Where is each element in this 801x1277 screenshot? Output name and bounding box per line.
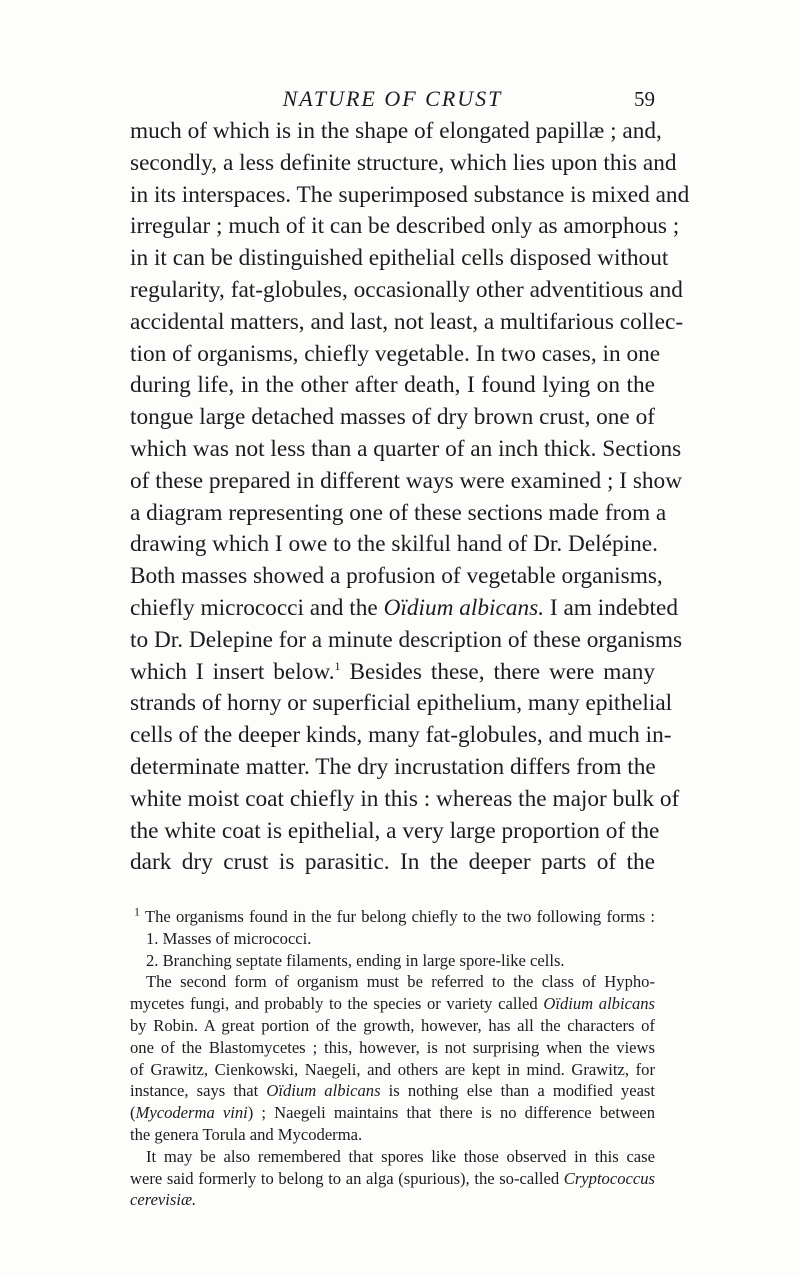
line-text: I am indebted: [544, 594, 678, 621]
footnote: [130, 906, 655, 1211]
line-text: chiefly micrococci and the: [130, 594, 384, 621]
footnote-line: [130, 1080, 655, 1102]
body-line: irregular ; much of it can be described only as amorphous ;: [130, 213, 680, 240]
running-head: [130, 84, 655, 114]
footnote-line: [130, 1189, 655, 1211]
body-line: determinate matter. The dry incrustation differs from the: [130, 753, 656, 780]
footnote-list-item: 1. Masses of micrococci.: [146, 928, 312, 948]
page-number: 59: [634, 87, 655, 111]
line-text: mycetes fungi, and probably to the species or variety called: [130, 994, 544, 1014]
body-line: which was not less than a quarter of an inch thick. Sections: [130, 435, 682, 462]
species-name: Oïdium albicans: [543, 994, 655, 1014]
footnote-line: It may be also remembered that spores like those observed in this case: [146, 1146, 655, 1166]
footnote-line: of Grawitz, Cienkowski, Naegeli, and others are kept in mind. Grawitz, for: [130, 1059, 655, 1079]
footnote-reference[interactable]: 1: [334, 658, 341, 673]
body-line: tongue large detached masses of dry brown crust, one of: [130, 404, 655, 431]
body-text: [130, 116, 690, 879]
body-line: much of which is in the shape of elongated papillæ ; and,: [130, 118, 662, 144]
body-line: accidental matters, and last, not least, a multifarious collec-: [130, 308, 684, 335]
body-line: Both masses showed a profusion of vegetable organisms,: [130, 563, 663, 590]
species-name: Oïdium albicans.: [383, 594, 545, 621]
body-line: regularity, fat-globules, occasionally other adventitious and: [130, 276, 683, 303]
line-text: is nothing else than a modified yeast: [380, 1081, 655, 1101]
footnote-line: The second form of organism must be referred to the class of Hypho-: [146, 972, 655, 992]
line-text: Besides these, there were many: [340, 658, 655, 685]
body-line: in its interspaces. The superimposed substance is mixed and: [130, 181, 690, 208]
line-text: instance, says that: [130, 1081, 267, 1101]
body-line: cells of the deeper kinds, many fat-globules, and much in-: [130, 722, 672, 749]
footnote-list-item: 2. Branching septate filaments, ending in large spore-like cells.: [146, 950, 565, 970]
body-line: [130, 657, 655, 689]
footnote-line: one of the Blastomycetes ; this, however, is not surprising when the views: [130, 1037, 655, 1057]
body-line: a diagram representing one of these sections made from a: [130, 499, 667, 526]
line-text: The organisms found in the fur belong chiefly to the two following forms :: [144, 907, 655, 926]
body-line: to Dr. Delepine for a minute description of these organisms: [130, 626, 683, 653]
running-title: NATURE OF CRUST: [282, 86, 503, 111]
species-name: Mycoderma vini: [135, 1103, 248, 1123]
footnote-line: by Robin. A great portion of the growth, however, has all the characters of: [130, 1015, 655, 1035]
species-name: cerevisiæ.: [130, 1190, 197, 1210]
footnote-line: [130, 1168, 655, 1190]
body-line: of these prepared in different ways were examined ; I show: [130, 467, 683, 494]
footnote-marker: 1: [134, 904, 140, 919]
body-line: tion of organisms, chiefly vegetable. In two cases, in one: [130, 340, 661, 367]
body-line: the white coat is epithelial, a very large proportion of the: [130, 817, 660, 844]
body-line: drawing which I owe to the skilful hand of Dr. Delépine.: [130, 531, 658, 558]
body-line: [130, 593, 678, 625]
body-line: strands of horny or superficial epithelium, many epithelial: [130, 690, 673, 717]
body-line: secondly, a less definite structure, which lies upon this and: [130, 149, 677, 176]
body-line: white moist coat chiefly in this : whereas the major bulk of: [130, 785, 680, 812]
line-text: were said formerly to belong to an alga (spurious), the so-called: [130, 1168, 564, 1188]
footnote-line: [130, 993, 655, 1015]
footnote-line: the genera Torula and Mycoderma.: [130, 1124, 363, 1144]
species-name: Oïdium albicans: [266, 1081, 381, 1101]
line-text: ) ; Naegeli maintains that there is no difference between: [247, 1103, 655, 1123]
species-name: Cryptococcus: [563, 1168, 655, 1188]
line-text: (: [130, 1103, 136, 1123]
footnote-line: [130, 1102, 655, 1124]
footnote-intro: [130, 906, 655, 928]
body-line: during life, in the other after death, I found lying on the: [130, 372, 655, 399]
body-line: in it can be distinguished epithelial cells disposed without: [130, 245, 669, 272]
line-text: which I insert below.: [130, 658, 335, 685]
body-line: dark dry crust is parasitic. In the deeper parts of the: [130, 849, 655, 876]
